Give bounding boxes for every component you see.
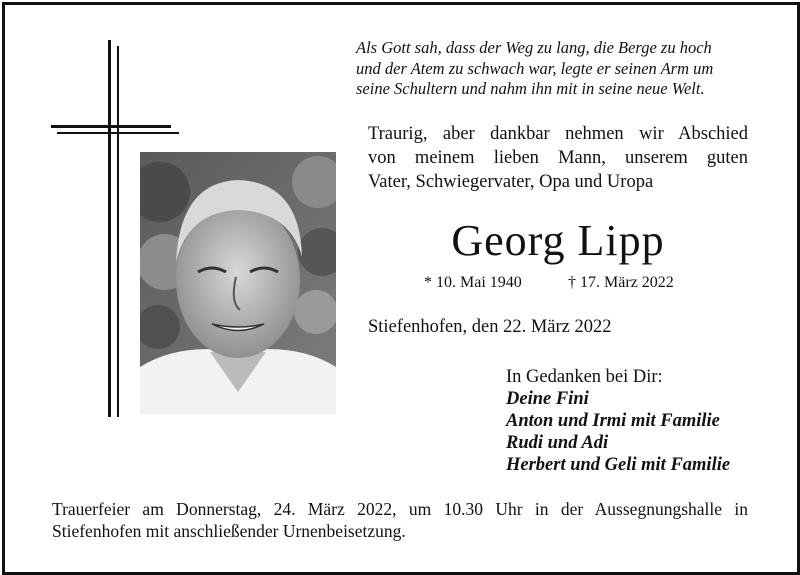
cross-icon-vertical-bar [108, 40, 111, 417]
mourner-name: Herbert und Geli mit Familie [506, 455, 731, 475]
poem-line: seine Schultern und nahm ihn mit in seine neue Welt. [356, 79, 705, 98]
cross-icon-horizontal-bar [51, 125, 171, 128]
service-line: Trauerfeier am Donnerstag, 24. März 2022, um 10.30 Uhr in der Aussegnungshalle in [52, 499, 748, 519]
cross-icon-vertical-shadow [117, 46, 119, 417]
death-date: † 17. März 2022 [568, 274, 674, 291]
poem-line: Als Gott sah, dass der Weg zu lang, die Berge zu hoch [356, 38, 712, 57]
mourner-name: Deine Fini [506, 389, 589, 409]
portrait-illustration [140, 152, 336, 414]
mourner-name: Rudi und Adi [506, 433, 609, 453]
intro-line: Traurig, aber dankbar nehmen wir Abschied [368, 124, 748, 144]
mourners-lead: In Gedanken bei Dir: [506, 367, 663, 387]
mourner-name: Anton und Irmi mit Familie [506, 411, 720, 431]
mourners-block [506, 366, 730, 476]
service-line: Stiefenhofen mit anschließender Urnenbeisetzung. [52, 521, 406, 541]
place-and-date: Stiefenhofen, den 22. März 2022 [368, 317, 612, 337]
cross-icon-horizontal-shadow [57, 132, 179, 134]
birth-date: * 10. Mai 1940 [424, 274, 522, 291]
deceased-name: Georg Lipp [451, 216, 665, 265]
farewell-intro [368, 122, 748, 194]
intro-line: von meinem lieben Mann, unserem guten [368, 148, 748, 168]
poem-line: und der Atem zu schwach war, legte er seinen Arm um [356, 58, 714, 78]
funeral-service-info [52, 498, 748, 542]
intro-line: Vater, Schwiegervater, Opa und Uropa [368, 172, 654, 192]
portrait-photo [140, 152, 336, 414]
poem-verse [356, 38, 748, 100]
